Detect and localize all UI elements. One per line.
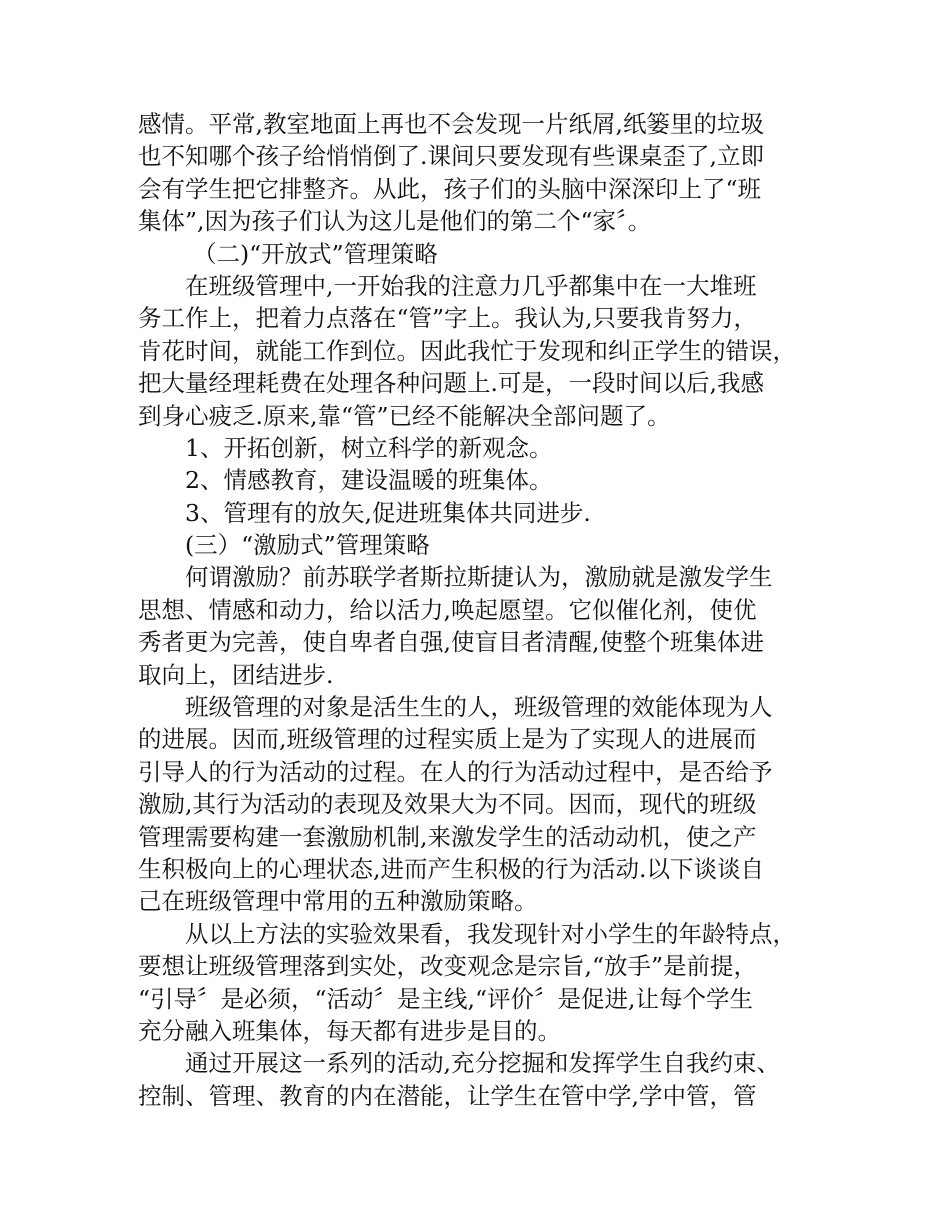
text-line: 肯花时间，就能工作到位。因此我忙于发现和纠正学生的错误， <box>138 336 796 365</box>
text-line: 集体”,因为孩子们认为这儿是他们的第二个“家〞。 <box>138 207 652 236</box>
text-line: 生积极向上的心理状态,进而产生积极的行为活动.以下谈谈自 <box>138 854 764 883</box>
text-line: 务工作上，把着力点落在“管”字上。我认为,只要我肯努力， <box>138 304 757 333</box>
paragraph-first-line: 通过开展这一系列的活动,充分挖掘和发挥学生自我约束、 <box>185 1049 780 1078</box>
section-heading: (三）“激励式”管理策略 <box>185 531 430 560</box>
text-line: 己在班级管理中常用的五种激励策略。 <box>138 887 538 916</box>
text-line: 秀者更为完善，使自卑者自强,使盲目者清醒,使整个班集体进 <box>138 628 764 657</box>
text-line: “引导〞是必须，“活动〞是主线,“评价〞是促进,让每个学生 <box>138 984 753 1013</box>
text-line: 也不知哪个孩子给悄悄倒了.课间只要发现有些课桌歪了,立即 <box>138 142 764 171</box>
text-line: 取向上，团结进步. <box>138 660 334 689</box>
text-line: 会有学生把它排整齐。从此，孩子们的头脑中深深印上了“班 <box>138 174 762 203</box>
paragraph-first-line: 在班级管理中,一开始我的注意力几乎都集中在一大堆班 <box>185 271 757 300</box>
text-line: 引导人的行为活动的过程。在人的行为活动过程中，是否给予 <box>138 757 773 786</box>
list-item: 1、开拓创新，树立科学的新观念。 <box>185 433 553 462</box>
text-line: 的进展。因而,班级管理的过程实质上是为了实现人的进展而 <box>138 725 757 754</box>
paragraph-first-line: 班级管理的对象是活生生的人，班级管理的效能体现为人 <box>185 693 773 722</box>
paragraph-first-line: 何谓激励？前苏联学者斯拉斯捷认为，激励就是激发学生 <box>185 563 773 592</box>
document-body <box>138 108 838 1112</box>
text-line: 要想让班级管理落到实处，改变观念是宗旨,“放手”是前提， <box>138 952 757 981</box>
text-line: 感情。平常,教室地面上再也不会发现一片纸屑,纸篓里的垃圾 <box>138 110 764 138</box>
list-item: 2、情感教育，建设温暖的班集体。 <box>185 466 553 495</box>
text-line: 到身心疲乏.原来,靠“管”已经不能解决全部问题了。 <box>138 401 671 430</box>
text-line: 思想、情感和动力，给以活力,唤起愿望。它似催化剂，使优 <box>138 595 757 624</box>
section-heading: （二)“开放式”管理策略 <box>193 239 438 268</box>
text-line: 把大量经理耗费在处理各种问题上.可是，一段时间以后,我感 <box>138 369 764 398</box>
text-line: 充分融入班集体，每天都有进步是目的。 <box>138 1016 561 1045</box>
text-line: 管理需要构建一套激励机制,来激发学生的活动动机，使之产 <box>138 822 757 851</box>
text-line: 控制、管理、教育的内在潜能，让学生在管中学,学中管，管 <box>138 1081 757 1110</box>
list-item: 3、管理有的放矢,促进班集体共同进步. <box>185 498 591 527</box>
paragraph-first-line: 从以上方法的实验效果看，我发现针对小学生的年龄特点， <box>185 919 796 948</box>
text-line: 激励,其行为活动的表现及效果大为不同。因而，现代的班级 <box>138 790 757 819</box>
